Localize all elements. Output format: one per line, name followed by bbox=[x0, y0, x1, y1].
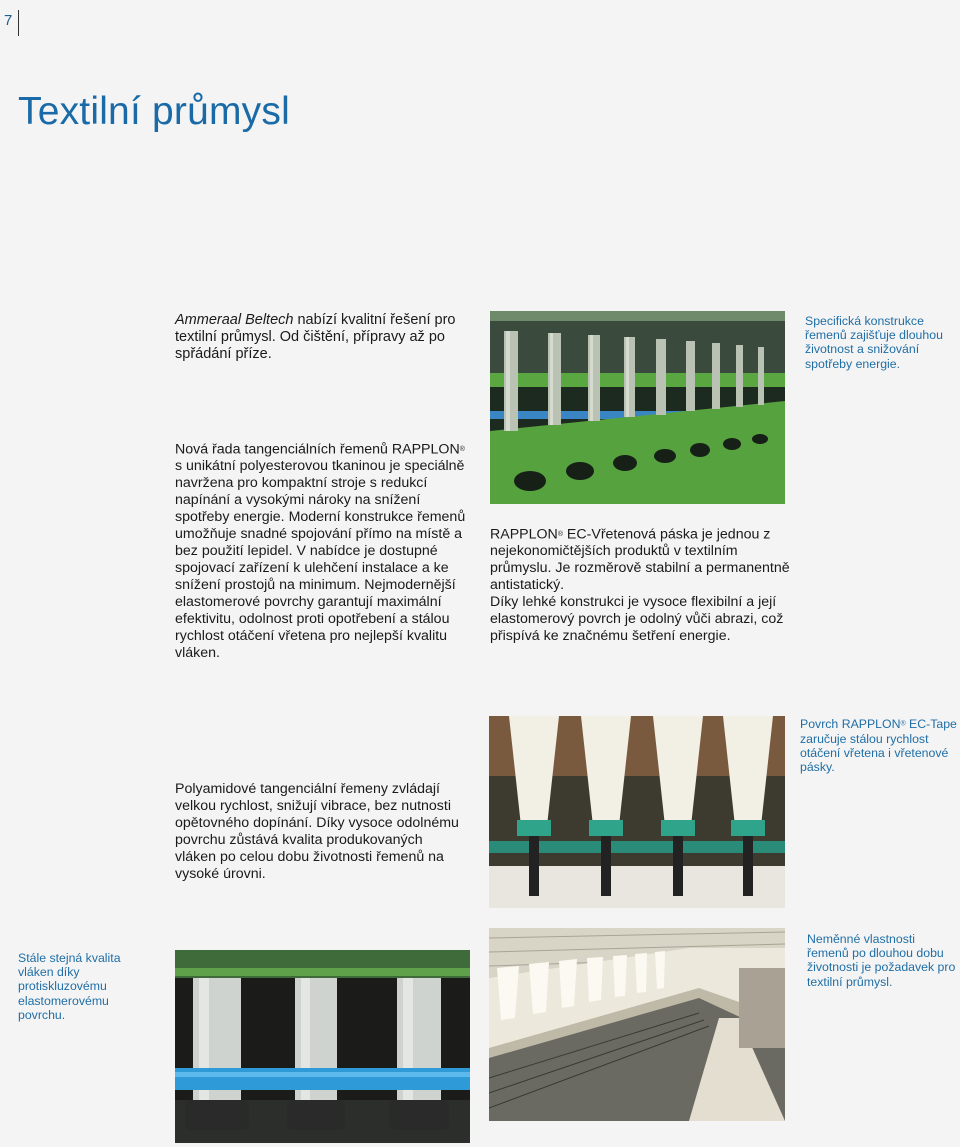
rapplon-ec-paragraph bbox=[490, 526, 790, 645]
para1-text-rest: s unikátní polyesterovou tkaninou je speciálně navržena pro kompaktní stroje s redukcí napínání a vysokými nároky na snížení spotřeby energie. Moderní konstrukce řemenů umožňuje snadné spojování přímo na místě a bez použití lepidel. V nabídce je dostupné spojovací zařízení k ulehčení instalace a ke snížení prostojů na minimum. Nejmodernější elastomerové povrchy garantují maximální efektivitu, odolnost proti opotřebení a stálou rychlost otáčení vřetena pro nejlepší kvalitu vláken. bbox=[175, 458, 466, 662]
page-title: Textilní průmysl bbox=[18, 90, 290, 133]
page-number: 7 bbox=[4, 12, 13, 29]
header-divider bbox=[18, 10, 19, 36]
intro-text bbox=[175, 312, 465, 363]
photo-spinning-hall bbox=[489, 928, 785, 1121]
caption-belt-construction: Specifická konstrukce řemenů zajišťuje dlouhou životnost a snižování spotřeby energie. bbox=[805, 314, 943, 371]
photo-spinning-machine-green bbox=[490, 311, 785, 504]
caption-durable-properties: Neměnné vlastnosti řemenů po dlouhou dobu životnosti je požadavek pro textilní průmysl. bbox=[807, 932, 956, 989]
caption-ec-tape-surface bbox=[800, 717, 960, 774]
para1-text-start: Nová řada tangenciálních řemenů RAPPLON bbox=[175, 441, 460, 458]
polyamide-paragraph: Polyamidové tangenciální řemeny zvládají velkou rychlost, snižují vibrace, bez nutnosti opětovného dopínání. Díky vysoce odolnému povrchu zůstává kvalita produkovaných vláken po celou dobu životnosti řemenů na vysoké úrovni. bbox=[175, 781, 459, 882]
photo-spindle-cones bbox=[489, 716, 785, 908]
para2-text-start: RAPPLON bbox=[490, 526, 558, 543]
caption-constant-quality: Stále stejná kvalita vláken díky protiskluzovému elastomerovému povrchu. bbox=[18, 951, 121, 1022]
registered-mark: ® bbox=[900, 720, 906, 728]
para2-text-rest: EC-Vřetenová páska je jednou z nejekonomičtějších produktů v textilním průmyslu. Je rozměrově stabilní a permanentně antistatický. bbox=[490, 526, 790, 594]
rapplon-tangential-paragraph bbox=[175, 441, 475, 662]
caption2-rest: EC-Tape zaručuje stálou rychlost otáčení vřetena i vřetenové pásky. bbox=[800, 717, 957, 775]
para2-text-second: Díky lehké konstrukci je vysoce flexibilní a její elastomerový povrch je odolný vůči abrazi, což přispívá ke značnému šetření energie. bbox=[490, 594, 784, 645]
registered-mark: ® bbox=[557, 531, 563, 538]
registered-mark: ® bbox=[459, 446, 465, 453]
photo-spindles-blue-belt bbox=[175, 950, 470, 1143]
caption2-start: Povrch RAPPLON bbox=[800, 717, 901, 731]
intro-rest: nabízí kvalitní řešení pro textilní průmysl. Od čištění, přípravy až po spřádání příze. bbox=[175, 312, 456, 362]
brand-name: Ammeraal Beltech bbox=[175, 312, 294, 328]
